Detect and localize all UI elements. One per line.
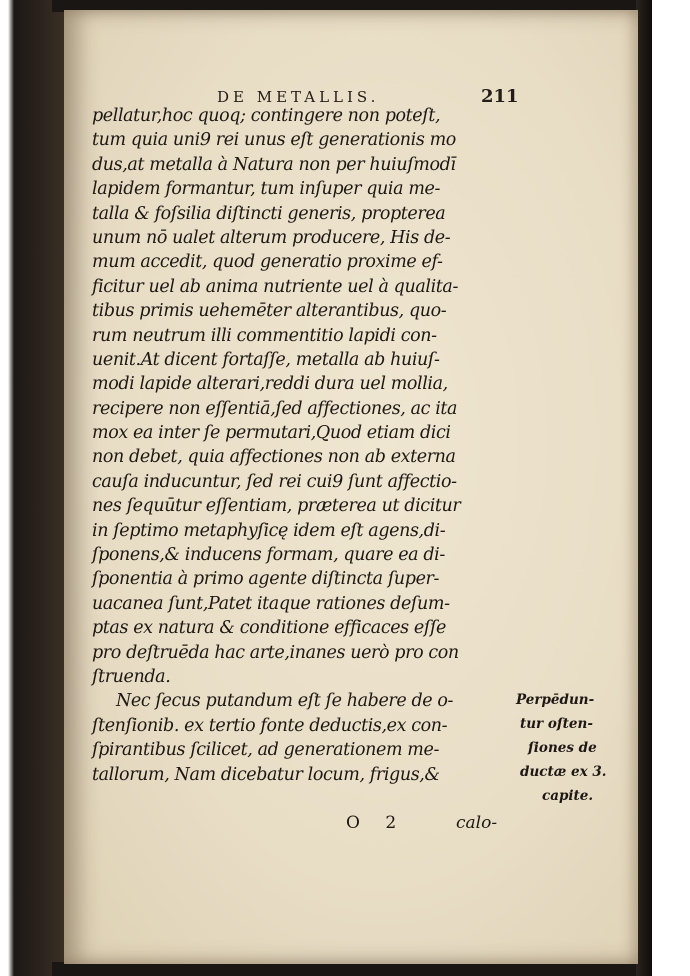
text-line: ſtruenda. [92, 666, 171, 687]
text-line: ficitur uel ab anima nutriente uel à qualita- [92, 276, 458, 297]
text-line: lapidem formantur, tum inſuper quia me- [92, 179, 440, 200]
text-line: in ſeptimo metaphyſicę idem eſt agens,di- [92, 520, 446, 541]
signature-mark: O 2 [346, 813, 407, 833]
paragraph-start-line: Nec ſecus putandum eſt ſe habere de o- [116, 691, 454, 712]
bottom-edge [52, 962, 652, 976]
text-line: dus,at metalla à Natura non per huiuſmodī [92, 154, 456, 175]
marginal-note-line: capite. [542, 788, 594, 804]
text-line: unum nō ualet alterum producere, His de- [92, 227, 451, 248]
text-line: tallorum, Nam dicebatur locum, frigus,& [92, 764, 440, 785]
text-line: ſponentia à primo agente diſtincta ſuper- [92, 569, 439, 590]
text-line: talla & foſsilia diſtincti generis, propterea [92, 203, 446, 224]
text-line: uenit.At dicent fortaſſe, metalla ab huiuſ- [92, 349, 440, 370]
book-binding [0, 0, 64, 976]
marginal-note-line: ſiones de [528, 740, 597, 756]
body-text [92, 104, 522, 787]
page-number: 211 [481, 86, 519, 107]
text-line: nes ſequūtur eſſentiam, præterea ut dicitur [92, 496, 461, 517]
right-edge [636, 0, 652, 976]
text-line: modi lapide alterari,reddi dura uel mollia, [92, 374, 448, 395]
text-line: pro deſtruēda hac arte,inanes uerò pro con [92, 642, 459, 663]
text-line: ſtenſionib. ex tertio fonte deductis,ex con- [92, 715, 448, 736]
text-line: non debet, quia affectiones non ab externa [92, 447, 456, 468]
text-line: uacanea ſunt,Patet itaque rationes deſum- [92, 593, 450, 614]
text-line: recipere non eſſentiā,ſed affectiones, ac ita [92, 398, 458, 419]
text-line: pellatur,hoc quoq; contingere non poteſt, [92, 106, 441, 126]
marginal-note [510, 688, 610, 808]
text-line: ſpirantibus ſcilicet, ad generationem me- [92, 740, 439, 761]
text-line: tibus primis uehemēter alterantibus, quo- [92, 301, 447, 322]
text-line: cauſa inducuntur, ſed rei cui9 ſunt affectio- [92, 471, 457, 492]
marginal-note-line: ductæ ex 3. [520, 764, 607, 780]
catchword: calo- [456, 813, 498, 833]
text-line: tum quia uni9 rei unus eſt generationis mo [92, 130, 456, 151]
text-line: ptas ex natura & conditione efficaces eſſe [92, 618, 446, 639]
text-line: mox ea inter ſe permutari,Quod etiam dici [92, 423, 451, 444]
marginal-note-line: tur oſten- [520, 716, 593, 732]
running-head: DE METALLIS. [217, 88, 380, 106]
text-line: rum neutrum illi commentitio lapidi con- [92, 325, 437, 346]
marginal-note-line: Perpēdun- [516, 692, 595, 708]
text-line: ſponens,& inducens formam, quare ea di- [92, 545, 445, 566]
text-line: mum accedit, quod generatio proxime ef- [92, 252, 443, 273]
